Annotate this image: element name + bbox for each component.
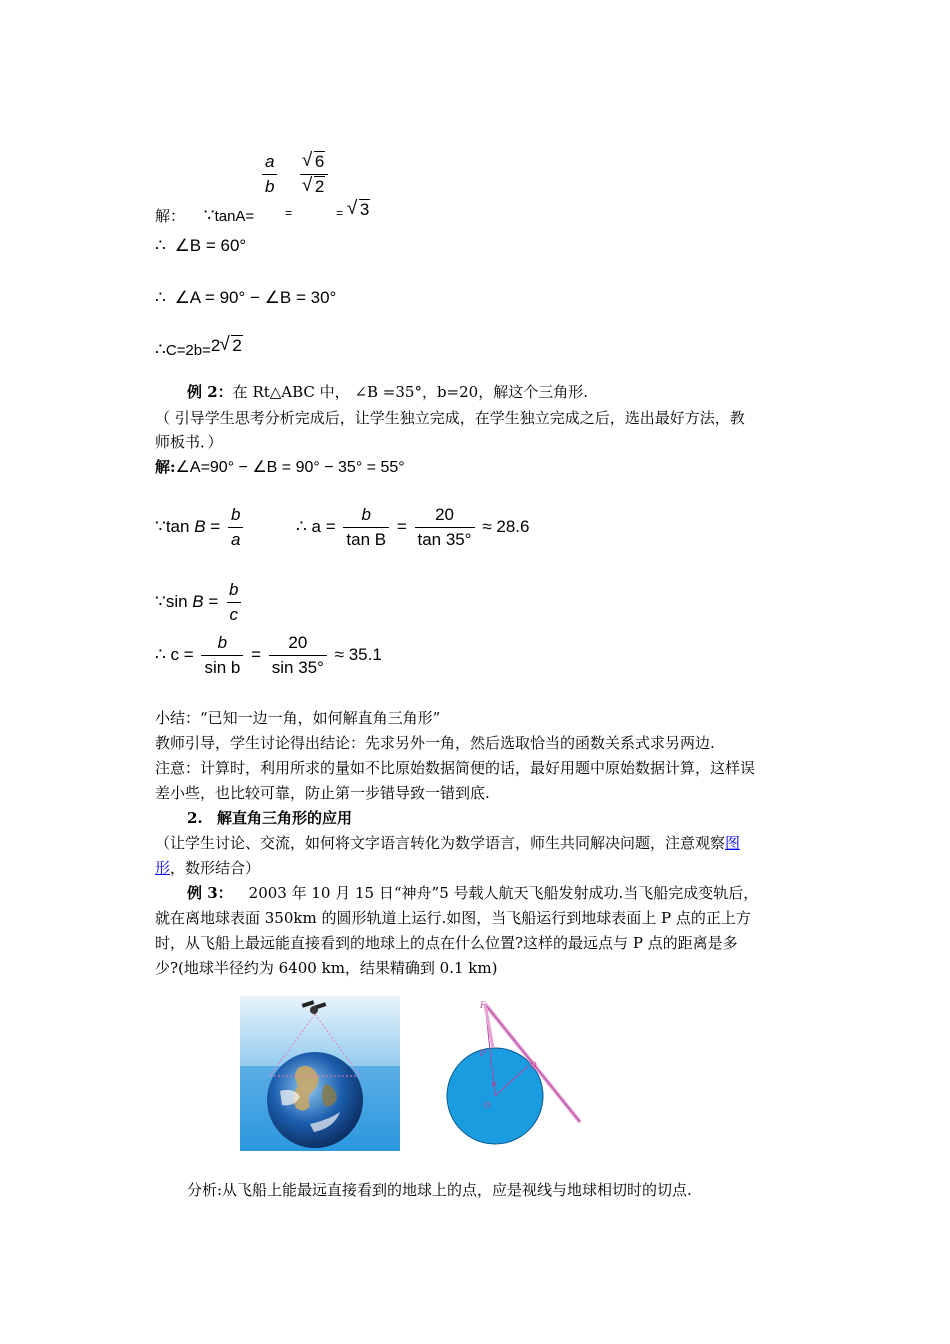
tanA-text: tanA= bbox=[214, 207, 255, 225]
example2-angle-line: 解:∠A=90° − ∠B = 90° − 35° = 55° bbox=[155, 458, 405, 476]
therefore-symbol: ∴ bbox=[155, 236, 166, 255]
analysis-text: 分析:从飞船上能最远直接看到的地球上的点，应是视线与地球相切时的切点. bbox=[187, 1181, 692, 1199]
angle-a-line: ∴ ∠A = 90° − ∠B = 30° bbox=[155, 288, 337, 307]
c-calc-line: ∴ c = $\frac{b}{\text{sin b}}$ = $\frac{20}{\sin 35^\circ}$ ≈ 35.1 bbox=[155, 633, 382, 677]
example3-line-1: 例 3： 2003 年 10 月 15 日“神舟”5 号载人航天飞船发射成功.当飞船完成变轨后， bbox=[187, 884, 759, 902]
label-alpha: α bbox=[492, 1078, 497, 1088]
solution1-line: 解： ∵tanA= $\frac{a}{b}$ $_=$ √ 6 √ 2 $_=$ √ 3 bbox=[155, 160, 370, 205]
earth-spacecraft-image bbox=[240, 996, 400, 1151]
summary-line-3: 差小些，也比较可靠，防止第一步错导致一错到底. bbox=[155, 784, 490, 802]
figure-link[interactable]: 图 bbox=[725, 834, 741, 852]
figure-link-2[interactable]: 形 bbox=[155, 859, 171, 877]
example2-label: 例 2： bbox=[187, 383, 233, 401]
section2-title: 解直角三角形的应用 bbox=[217, 809, 353, 827]
solution-label: 解： bbox=[155, 206, 186, 225]
c-line: ∴C=2b=2√ 2 bbox=[155, 340, 243, 360]
label-p: P bbox=[480, 1048, 486, 1058]
example2-guide-2: 师板书．） bbox=[155, 433, 223, 451]
example2-statement: 例 2：在 Rt△ABC 中， ∠B =35°，b=20，解这个三角形. bbox=[187, 383, 588, 401]
example3-line-2: 就在离地球表面 350km 的圆形轨道上运行.如图，当飞船运行到地球表面上 P 点的正上方 bbox=[155, 909, 751, 927]
angle-a-value: ∠A = 90° − ∠B = 30° bbox=[174, 288, 337, 307]
c-eq: C=2b= bbox=[165, 342, 211, 359]
example3-line-3: 时，从飞船上最远能直接看到的地球上的点在什么位置?这样的最远点与 P 点的距离是多 bbox=[155, 934, 738, 952]
label-o: O bbox=[484, 1100, 491, 1110]
summary-title: 小结：“已知一边一角，如何解直角三角形” bbox=[155, 709, 441, 727]
example3-line-4: 少?(地球半径约为 6400 km，结果精确到 0.1 km) bbox=[155, 959, 498, 977]
sinB-line: ∵sin B = $\frac{b}{c}$ bbox=[155, 580, 245, 625]
earth-illustration bbox=[240, 996, 400, 1151]
section2-number: 2. bbox=[187, 809, 203, 827]
because-symbol: ∵ bbox=[203, 205, 215, 225]
label-q: Q bbox=[530, 1060, 537, 1070]
sqrt6-over-sqrt2: √ 6 √ 2 bbox=[300, 152, 328, 197]
a-over-b: $\frac{a}{b}$ bbox=[262, 152, 277, 197]
tanB-line: ∵tan B = $\frac{b}{a}$ bbox=[155, 505, 246, 550]
section2-note-2: 形，数形结合） bbox=[155, 859, 261, 877]
label-f: F bbox=[480, 1000, 486, 1010]
sqrt3: √ 3 bbox=[348, 200, 370, 220]
angle-b-value: ∠B = 60° bbox=[174, 236, 247, 255]
geometry-diagram bbox=[440, 996, 590, 1146]
summary-line-2: 注意：计算时，利用所求的量如不比原始数据简便的话，最好用题中原始数据计算，这样误 bbox=[155, 759, 756, 777]
a-calc-line: ∴ a = $\frac{b}{\text{tan B}}$ = $\frac{20}{\tan 35^\circ}$ ≈ 28.6 bbox=[296, 505, 530, 549]
tangent-diagram bbox=[440, 996, 590, 1146]
example2-guide-1: （ 引导学生思考分析完成后，让学生独立完成，在学生独立完成之后，选出最好方法，教 bbox=[155, 409, 745, 427]
summary-line-1: 教师引导，学生讨论得出结论：先求另外一角，然后选取恰当的函数关系式求另两边. bbox=[155, 734, 715, 752]
angle-b-line bbox=[155, 236, 246, 256]
example3-label: 例 3： bbox=[187, 884, 233, 902]
section2-heading bbox=[187, 808, 352, 828]
example2-solution-label: 解: bbox=[155, 458, 176, 476]
section2-note-1: （让学生讨论、交流，如何将文字语言转化为数学语言，师生共同解决问题，注意观察图 bbox=[155, 834, 741, 852]
